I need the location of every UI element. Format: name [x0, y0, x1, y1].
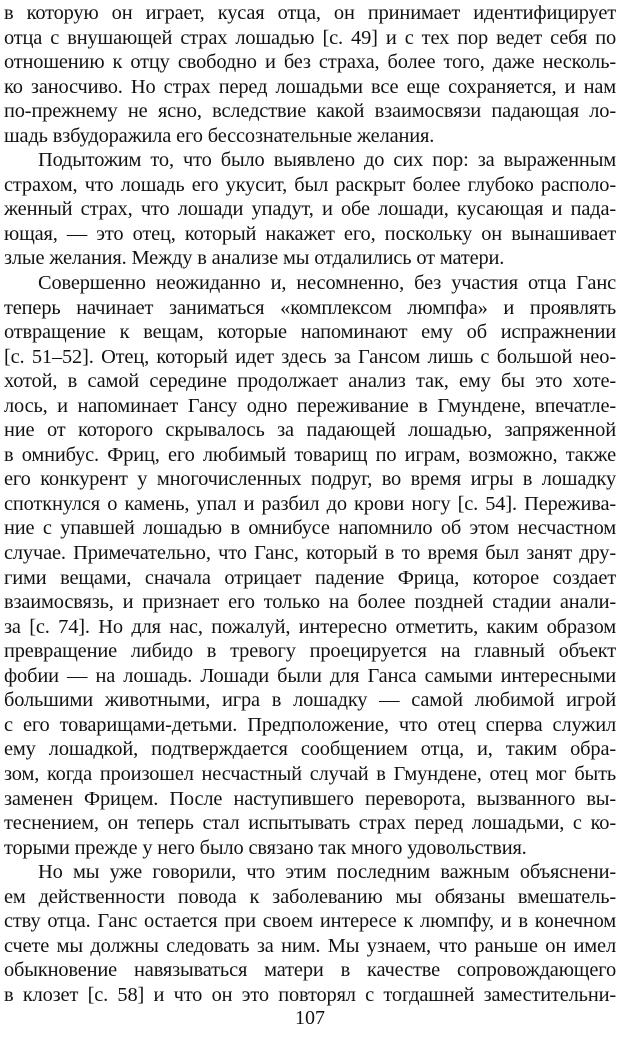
text-line: теснением, он теперь стал испытывать страх перед лошадьми, с ко- — [4, 812, 616, 835]
page-number: 107 — [295, 1007, 325, 1029]
text-line: большими животными, игра в лошадку — самой любимой игрой — [4, 689, 616, 712]
text-line: в которую он играет, кусая отца, он принимает идентифицирует — [4, 2, 616, 24]
text-line: хотой, в самой середине продолжает анализ так, ему бы это хоте- — [4, 370, 616, 393]
text-line: в омнибус. Фриц, его любимый товарищ по играм, возможно, также — [4, 443, 616, 466]
text-line: теперь начинает заниматься «комплексом люмпфа» и проявлять — [4, 296, 616, 319]
text-line: ко заносчиво. Но страх перед лошадьми все еще сохраняется, и нам — [4, 75, 616, 98]
text-line: гими вещами, сначала отрицает падение Фрица, которое создает — [4, 566, 616, 589]
text-line: ему лошадкой, подтверждается сообщением отца, и, таким обра- — [4, 738, 616, 761]
text-line: взаимосвязь, и признает его только на более поздней стадии анали- — [4, 591, 616, 614]
body-text — [4, 1, 616, 1007]
text-line: с его товарищами-детьми. Предположение, что отец сперва служил — [4, 713, 616, 736]
paragraph-first-line: Но мы уже говорили, что этим последним важным объяснени- — [38, 861, 616, 884]
text-line: в клозет [с. 58] и что он это повторял с тогдашней заместительни- — [4, 983, 616, 1006]
text-line: лось, и напоминает Гансу одно переживание в Гмундене, впечатле- — [4, 394, 616, 417]
text-line: злые желания. Между в анализе мы отдалились от матери. — [4, 247, 505, 270]
text-line: случае. Примечательно, что Ганс, который в то время был занят дру- — [4, 542, 616, 565]
text-line: за [с. 74]. Но для нас, пожалуй, интересно отметить, каким образом — [4, 615, 616, 638]
text-line: ем действенности повода к заболеванию мы обязаны вмешатель- — [4, 885, 616, 908]
text-line: обыкновение навязываться матери в качестве сопровождающего — [4, 959, 616, 982]
text-line: женный страх, что лошади упадут, и обе лошади, кусающая и пада- — [4, 198, 616, 221]
text-line: отношению к отцу свободно и без страха, более того, даже несколь- — [4, 51, 616, 74]
text-line: ние с упавшей лошадью в омнибусе напомнило об этом несчастном — [4, 517, 616, 540]
text-line: отца с внушающей страх лошадью [с. 49] и с тех пор ведет себя по — [4, 26, 616, 49]
paragraph-first-line: Совершенно неожиданно и, несомненно, без участия отца Ганс — [38, 272, 616, 295]
text-line: споткнулся о камень, упал и разбил до крови ногу [с. 54]. Пережива- — [4, 492, 616, 515]
text-line: ние от которого скрывалось за падающей лошадью, запряженной — [4, 419, 616, 442]
text-line: счете мы должны следовать за ним. Мы узнаем, что раньше он имел — [4, 934, 616, 957]
text-line: его конкурент у многочисленных подруг, во время игры в лошадку — [4, 468, 616, 491]
text-line: страхом, что лошадь его укусит, был раскрыт более глубоко располо- — [4, 173, 616, 196]
text-line: торыми прежде у него было связано так много удовольствия. — [4, 836, 527, 859]
text-line: фобии — на лошадь. Лошади были для Ганса самыми интересными — [4, 664, 616, 687]
paragraph-first-line: Подытожим то, что было выявлено до сих пор: за выраженным — [38, 149, 616, 172]
text-line: заменен Фрицем. После наступившего переворота, вызванного вы- — [4, 787, 616, 810]
text-line: отвращение к вещам, которые напоминают ему об испражнении — [4, 321, 616, 344]
text-line: по-прежнему не ясно, вследствие какой взаимосвязи падающая ло- — [4, 100, 616, 123]
text-line: превращение либидо в тревогу проецируется на главный объект — [4, 640, 616, 663]
text-line: шадь взбудоражила его бессознательные желания. — [4, 124, 435, 147]
text-line: зом, когда произошел несчастный случай в Гмундене, отец мог быть — [4, 762, 616, 785]
text-line: [с. 51–52]. Отец, который идет здесь за Гансом лишь с большой нео- — [4, 345, 616, 368]
text-line: ству отца. Ганс остается при своем интересе к люмпфу, и в конечном — [4, 910, 616, 933]
text-line: ющая, — это отец, который накажет его, поскольку он вынашивает — [4, 222, 616, 245]
